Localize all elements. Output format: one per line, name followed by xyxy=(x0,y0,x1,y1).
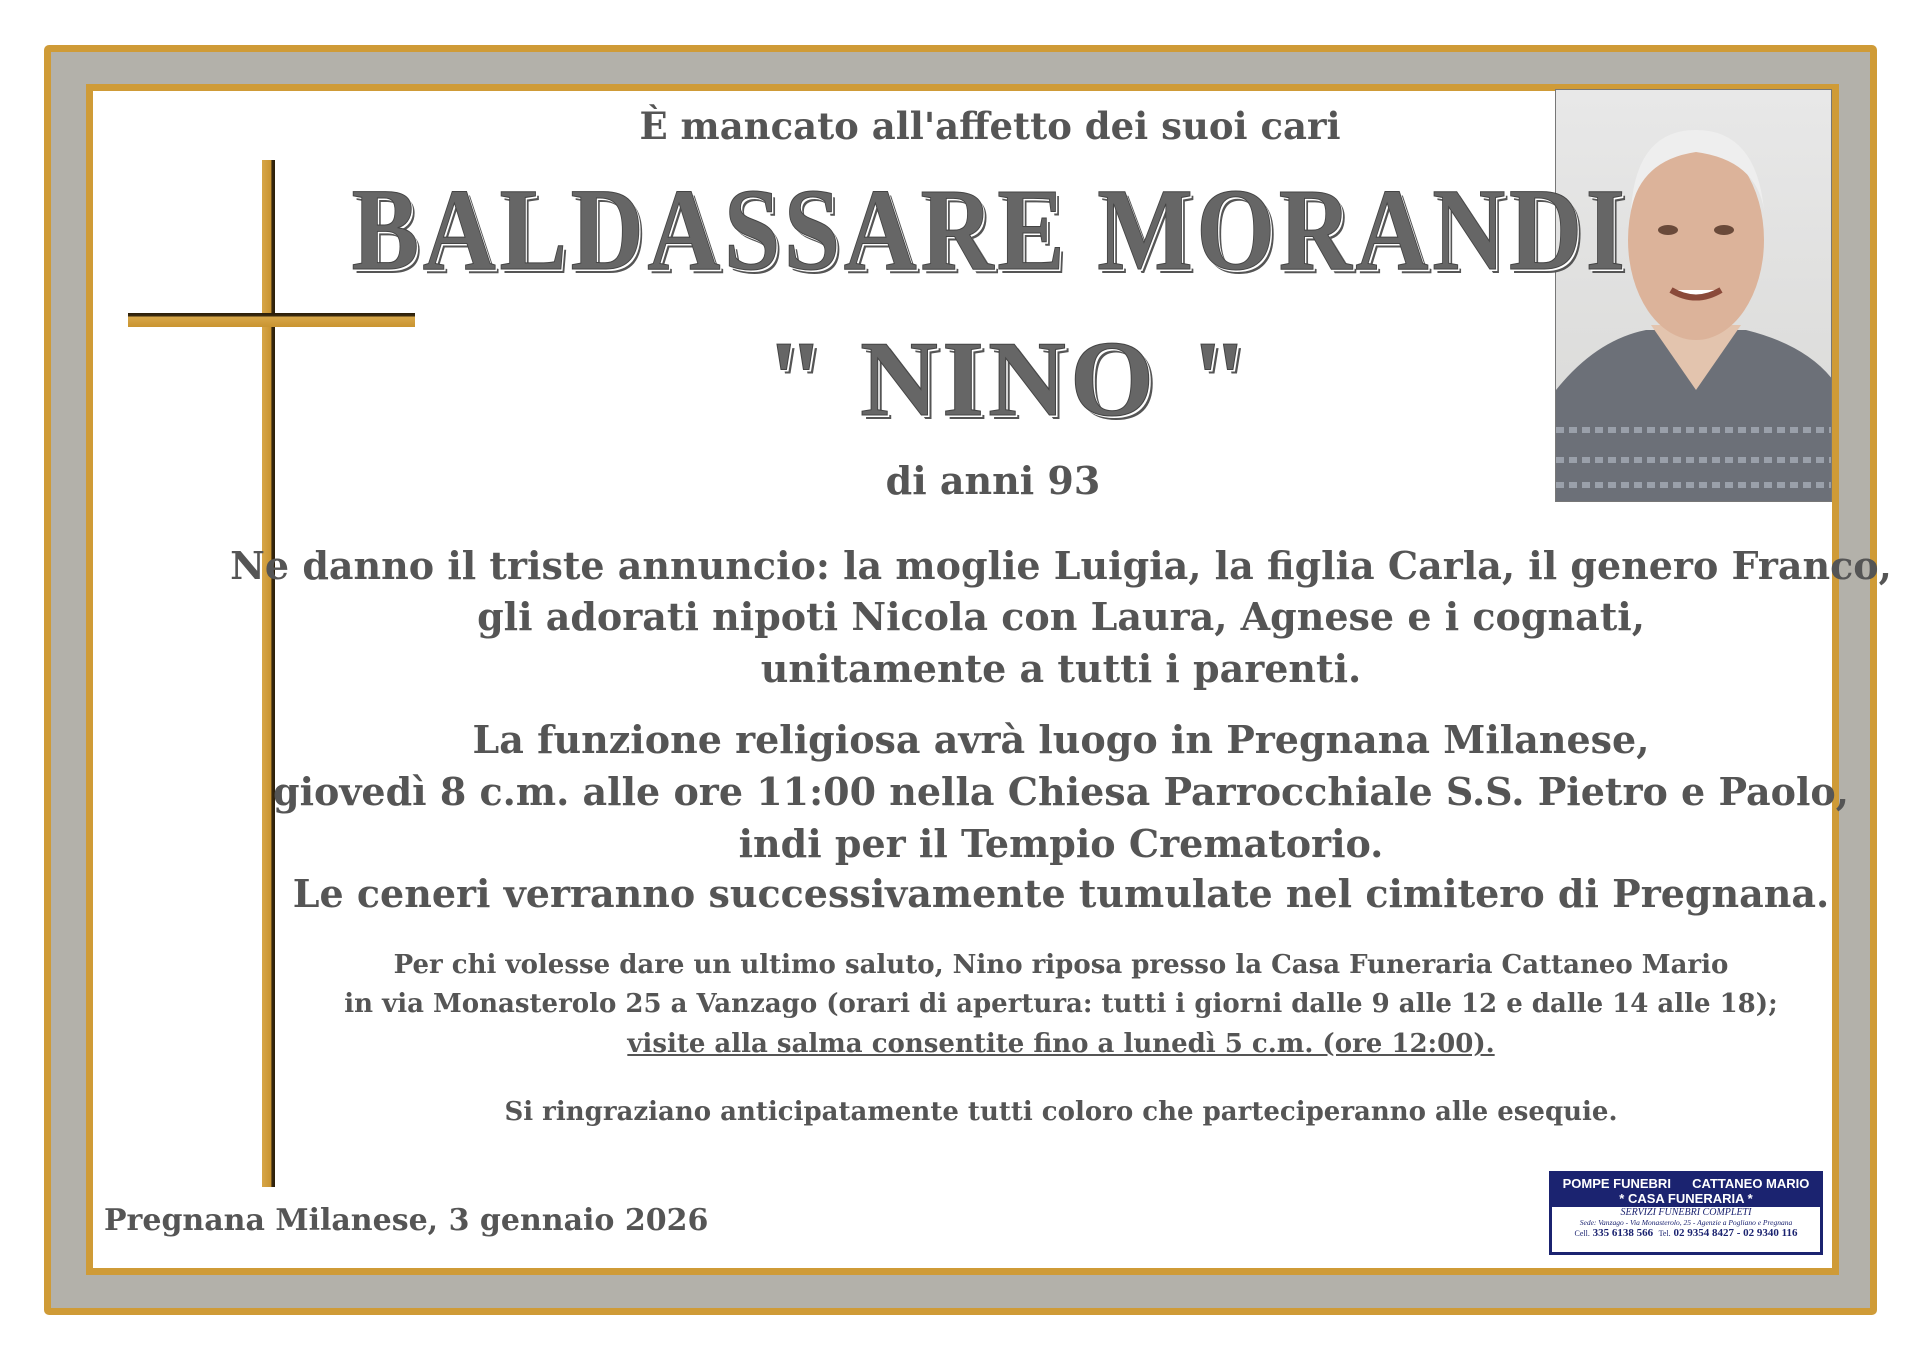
logo-services: SERVIZI FUNEBRI COMPLETI xyxy=(1620,1207,1752,1218)
visit-hours-note: visite alla salma consentite fino a lunedì 5 c.m. (ore 12:00). xyxy=(627,1029,1495,1059)
ceremony-line: Le ceneri verranno successivamente tumulate nel cimitero di Pregnana. xyxy=(292,871,1830,916)
logo-address: Sede: Vanzago - Via Monasterolo, 25 - Agenzie a Pogliano e Pregnana xyxy=(1579,1218,1793,1227)
ceremony-line: giovedì 8 c.m. alle ore 11:00 nella Chiesa Parrocchiale S.S. Pietro e Paolo, xyxy=(273,769,1849,814)
intro-text: È mancato all'affetto dei suoi cari xyxy=(639,104,1341,148)
place-date: Pregnana Milanese, 3 gennaio 2026 xyxy=(104,1203,709,1238)
thanks-text: Si ringraziano anticipatamente tutti coloro che parteciperanno alle esequie. xyxy=(504,1097,1618,1127)
logo-sub: * CASA FUNERARIA * xyxy=(1619,1191,1753,1206)
deceased-nickname: " NINO " xyxy=(765,320,1253,439)
visit-line: Per chi volesse dare un ultimo saluto, Nino riposa presso la Casa Funeraria Cattaneo Mario xyxy=(393,950,1729,980)
logo-tel-label: Tel. xyxy=(1658,1229,1671,1238)
ceremony-line: indi per il Tempio Crematorio. xyxy=(738,821,1384,866)
visit-line: in via Monasterolo 25 a Vanzago (orari di apertura: tutti i giorni dalle 9 alle 12 e dalle 14 alle 18); xyxy=(344,989,1778,1019)
logo-left: POMPE FUNEBRI xyxy=(1562,1176,1671,1191)
deceased-age: di anni 93 xyxy=(885,458,1101,503)
portrait-photo xyxy=(1555,89,1832,502)
deceased-name: BALDASSARE MORANDI xyxy=(351,164,1629,295)
logo-tel: 02 9354 8427 - 02 9340 116 xyxy=(1673,1227,1798,1239)
funeral-home-logo xyxy=(1549,1171,1823,1255)
announcement-line: Ne danno il triste annuncio: la moglie Luigia, la figlia Carla, il genero Franco, xyxy=(230,543,1892,588)
logo-right: CATTANEO MARIO xyxy=(1692,1176,1810,1191)
logo-cell: 335 6138 566 xyxy=(1592,1227,1654,1239)
announcement-line: unitamente a tutti i parenti. xyxy=(760,646,1362,691)
announcement-line: gli adorati nipoti Nicola con Laura, Agnese e i cognati, xyxy=(477,594,1645,639)
ceremony-line: La funzione religiosa avrà luogo in Pregnana Milanese, xyxy=(472,717,1650,762)
logo-cell-label: Cell. xyxy=(1574,1229,1590,1238)
